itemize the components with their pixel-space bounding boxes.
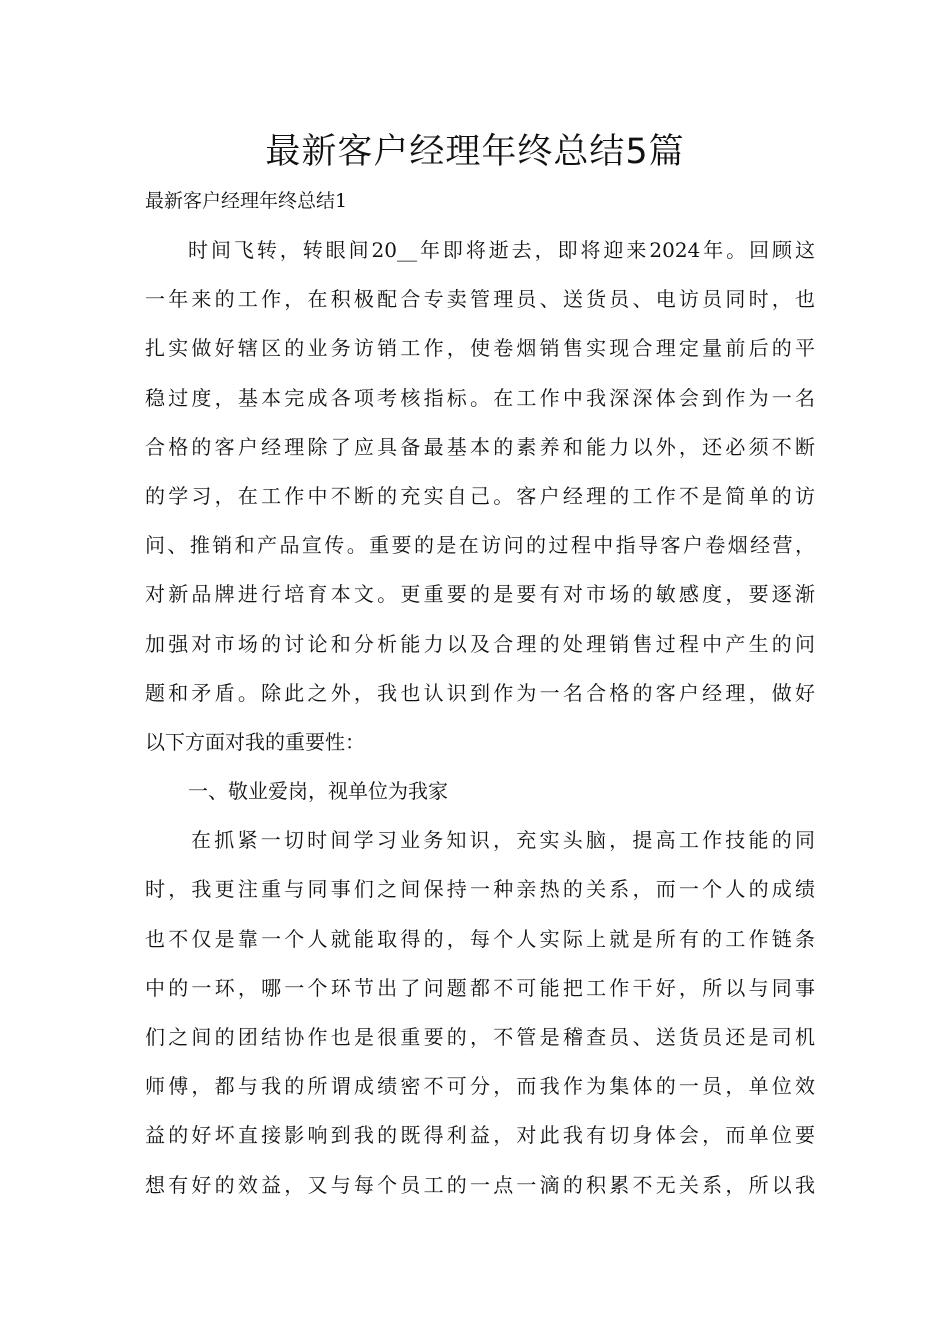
body-line: 题和矛盾。除此之外，我也认识到作为一名合格的客户经理，做好 [145,680,815,705]
body-line: 在抓紧一切时间学习业务知识，充实头脑，提高工作技能的同 [191,828,815,853]
body-line: 时间飞转，转眼间20__年即将逝去，即将迎来2024年。回顾这 [188,238,815,262]
section-heading: 一、敬业爱岗，视单位为我家 [188,779,448,804]
body-line: 中的一环，哪一个环节出了问题都不可能把工作干好，所以与同事 [145,975,815,1000]
body-line: 益的好坏直接影响到我的既得利益，对此我有切身体会，而单位要 [145,1123,815,1148]
document-title: 最新客户经理年终总结5篇 [265,132,685,172]
body-line: 们之间的团结协作也是很重要的，不管是稽查员、送货员还是司机 [145,1025,815,1049]
body-line: 一年来的工作，在积极配合专卖管理员、送货员、电访员同时，也 [145,287,815,312]
body-line: 合格的客户经理除了应具备最基本的素养和能力以外，还必须不断 [145,434,815,459]
body-line: 想有好的效益，又与每个员工的一点一滴的积累不无关系，所以我 [145,1172,815,1197]
body-line: 对新品牌进行培育本文。更重要的是要有对市场的敏感度，要逐渐 [145,582,815,607]
body-line: 的学习，在工作中不断的充实自己。客户经理的工作不是简单的访 [145,483,815,508]
body-line: 师傅，都与我的所谓成绩密不可分，而我作为集体的一员，单位效 [145,1074,815,1099]
body-line: 稳过度，基本完成各项考核指标。在工作中我深深体会到作为一名 [145,385,815,410]
document-body [145,232,815,1216]
body-line: 问、推销和产品宣传。重要的是在访问的过程中指导客户卷烟经营， [145,533,815,558]
body-line: 扎实做好辖区的业务访销工作，使卷烟销售实现合理定量前后的平 [145,336,815,361]
body-line: 时，我更注重与同事们之间保持一种亲热的关系，而一个人的成绩 [145,877,815,902]
body-line: 以下方面对我的重要性： [145,729,365,754]
body-line: 也不仅是靠一个人就能取得的，每个人实际上就是所有的工作链条 [145,926,815,951]
document-subtitle: 最新客户经理年终总结1 [145,190,348,212]
body-line: 加强对市场的讨论和分析能力以及合理的处理销售过程中产生的问 [145,631,815,656]
